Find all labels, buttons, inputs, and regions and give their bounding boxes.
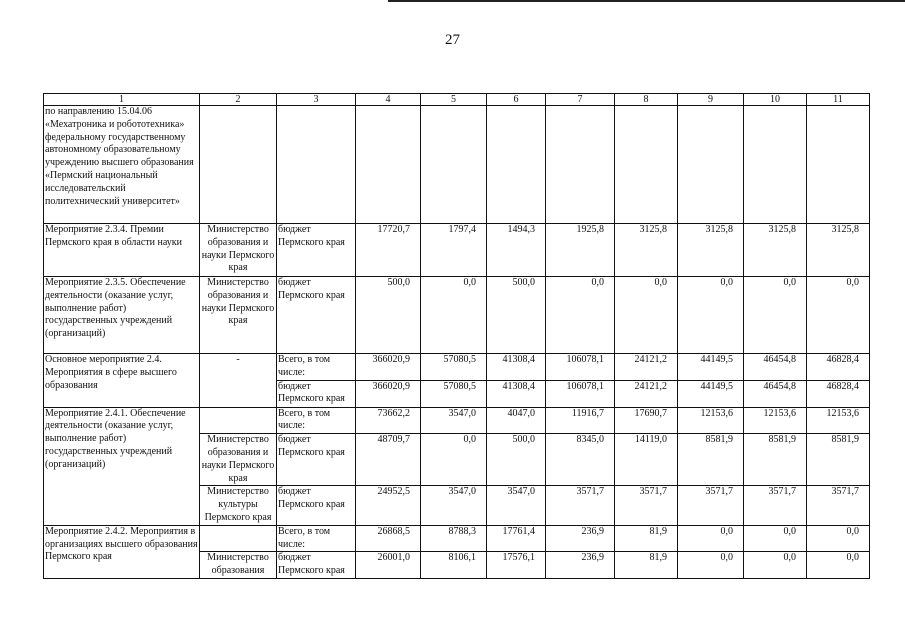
value-cell: 0,0 (807, 525, 870, 552)
measure-name: Мероприятие 2.3.5. Обеспечение деятельности (оказание услуг, выполнение работ) государственных учреждений (организаций) (44, 277, 200, 354)
value-cell: 236,9 (546, 525, 615, 552)
value-cell: 500,0 (356, 277, 421, 354)
executor: Министерство образования и науки Пермского края (200, 434, 277, 486)
value-cell: 81,9 (615, 552, 678, 579)
funding-source: бюджет Пермского края (277, 434, 356, 486)
value-cell: 46828,4 (807, 354, 870, 381)
value-cell: 4047,0 (487, 407, 546, 434)
table-row (44, 525, 870, 552)
value-cell: 0,0 (807, 552, 870, 579)
value-cell: 366020,9 (356, 354, 421, 381)
value-cell: 3547,0 (421, 407, 487, 434)
value-cell: 24121,2 (615, 380, 678, 407)
value-cell: 3125,8 (807, 224, 870, 277)
value-cell: 26001,0 (356, 552, 421, 579)
value-cell: 3571,7 (744, 486, 807, 525)
value-cell: 44149,5 (678, 354, 744, 381)
value-cell: 3547,0 (421, 486, 487, 525)
funding-source: бюджет Пермского края (277, 224, 356, 277)
value-cell: 46828,4 (807, 380, 870, 407)
value-cell: 12153,6 (678, 407, 744, 434)
page-number: 27 (445, 32, 460, 48)
measure-name: Основное мероприятие 2.4. Мероприятия в сфере высшего образования (44, 354, 200, 408)
value-cell: 3547,0 (487, 486, 546, 525)
column-header: 10 (744, 94, 807, 106)
value-cell: 41308,4 (487, 354, 546, 381)
program-table (43, 93, 870, 579)
value-cell: 14119,0 (615, 434, 678, 486)
value-cell: 0,0 (421, 434, 487, 486)
value-cell: 8106,1 (421, 552, 487, 579)
executor: - (200, 354, 277, 408)
value-cell: 24121,2 (615, 354, 678, 381)
value-cell: 3571,7 (615, 486, 678, 525)
table-row (44, 407, 870, 434)
value-cell: 3125,8 (615, 224, 678, 277)
value-cell: 17690,7 (615, 407, 678, 434)
measure-name: Мероприятие 2.3.4. Премии Пермского края в области науки (44, 224, 200, 277)
funding-source: Всего, в том числе: (277, 354, 356, 381)
value-cell: 41308,4 (487, 380, 546, 407)
column-header: 11 (807, 94, 870, 106)
value-cell: 12153,6 (807, 407, 870, 434)
executor: Министерство образования и науки Пермского края (200, 224, 277, 277)
column-header: 7 (546, 94, 615, 106)
value-cell: 8581,9 (678, 434, 744, 486)
value-cell: 366020,9 (356, 380, 421, 407)
value-cell: 0,0 (678, 525, 744, 552)
value-cell: 11916,7 (546, 407, 615, 434)
executor: Министерство образования и науки Пермского края (200, 277, 277, 354)
value-cell: 3571,7 (678, 486, 744, 525)
funding-source: бюджет Пермского края (277, 380, 356, 407)
value-cell: 73662,2 (356, 407, 421, 434)
value-cell: 8581,9 (744, 434, 807, 486)
value-cell: 1925,8 (546, 224, 615, 277)
value-cell: 17761,4 (487, 525, 546, 552)
value-cell: 1797,4 (421, 224, 487, 277)
funding-source: Всего, в том числе: (277, 525, 356, 552)
value-cell: 44149,5 (678, 380, 744, 407)
value-cell: 500,0 (487, 434, 546, 486)
value-cell: 17720,7 (356, 224, 421, 277)
value-cell: 0,0 (744, 552, 807, 579)
table-row (44, 106, 870, 224)
value-cell: 46454,8 (744, 354, 807, 381)
value-cell: 57080,5 (421, 380, 487, 407)
value-cell: 24952,5 (356, 486, 421, 525)
continued-cell: по направлению 15.04.06 «Мехатроника и робототехника» федеральному государственному автономному образовательному учреждению высшего образования «Пермский национальный исследовательский политехнический университет» (44, 106, 200, 224)
value-cell: 0,0 (744, 277, 807, 354)
funding-source: бюджет Пермского края (277, 486, 356, 525)
table-row (44, 277, 870, 354)
executor: Министерство образования (200, 552, 277, 579)
column-header: 4 (356, 94, 421, 106)
column-header: 2 (200, 94, 277, 106)
funding-source: бюджет Пермского края (277, 277, 356, 354)
table-row (44, 354, 870, 381)
funding-source: бюджет Пермского края (277, 552, 356, 579)
value-cell: 26868,5 (356, 525, 421, 552)
value-cell: 12153,6 (744, 407, 807, 434)
top-rule (388, 0, 905, 2)
value-cell: 81,9 (615, 525, 678, 552)
executor: Министерство культуры Пермского края (200, 486, 277, 525)
funding-source: Всего, в том числе: (277, 407, 356, 434)
value-cell: 57080,5 (421, 354, 487, 381)
value-cell: 0,0 (678, 552, 744, 579)
measure-name: Мероприятие 2.4.2. Мероприятия в организациях высшего образования Пермского края (44, 525, 200, 578)
value-cell: 0,0 (421, 277, 487, 354)
value-cell: 236,9 (546, 552, 615, 579)
value-cell: 3125,8 (678, 224, 744, 277)
column-header: 6 (487, 94, 546, 106)
table-row (44, 224, 870, 277)
value-cell: 500,0 (487, 277, 546, 354)
value-cell: 8581,9 (807, 434, 870, 486)
value-cell: 48709,7 (356, 434, 421, 486)
value-cell: 17576,1 (487, 552, 546, 579)
value-cell: 3571,7 (807, 486, 870, 525)
value-cell: 0,0 (615, 277, 678, 354)
value-cell: 1494,3 (487, 224, 546, 277)
measure-name: Мероприятие 2.4.1. Обеспечение деятельности (оказание услуг, выполнение работ) государственных учреждений (организаций) (44, 407, 200, 525)
column-header: 8 (615, 94, 678, 106)
value-cell: 3571,7 (546, 486, 615, 525)
value-cell: 0,0 (807, 277, 870, 354)
column-header: 1 (44, 94, 200, 106)
value-cell: 0,0 (744, 525, 807, 552)
value-cell: 106078,1 (546, 354, 615, 381)
value-cell: 3125,8 (744, 224, 807, 277)
value-cell: 8788,3 (421, 525, 487, 552)
value-cell: 0,0 (678, 277, 744, 354)
column-header: 3 (277, 94, 356, 106)
table-header-row (44, 94, 870, 106)
column-header: 9 (678, 94, 744, 106)
value-cell: 106078,1 (546, 380, 615, 407)
column-header: 5 (421, 94, 487, 106)
value-cell: 46454,8 (744, 380, 807, 407)
value-cell: 8345,0 (546, 434, 615, 486)
value-cell: 0,0 (546, 277, 615, 354)
